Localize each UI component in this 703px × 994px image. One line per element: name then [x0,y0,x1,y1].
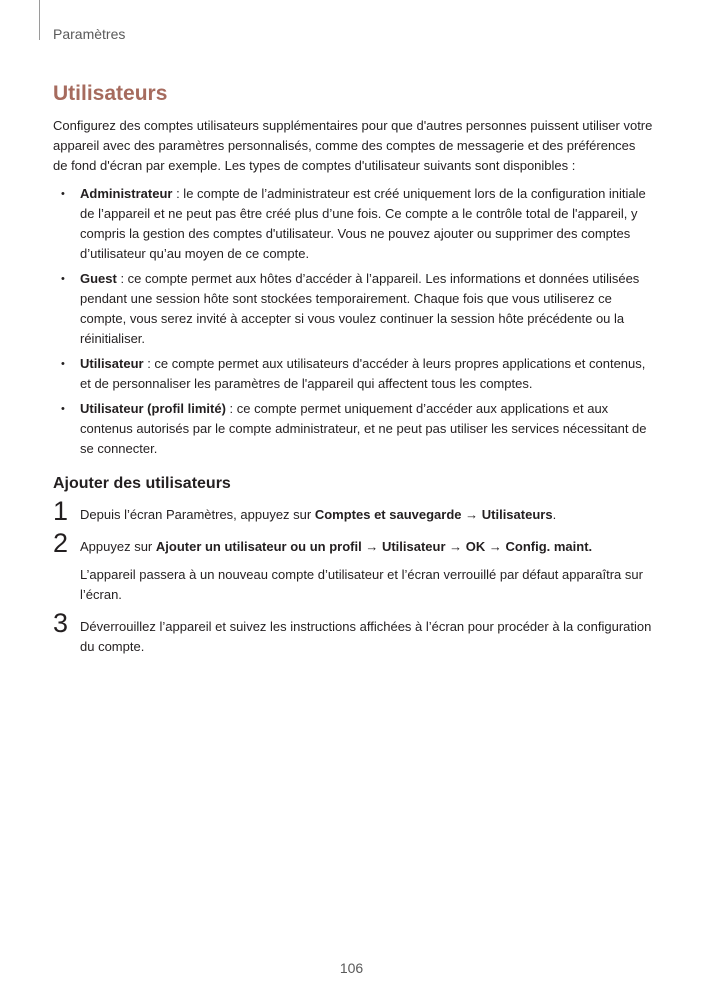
section-header: Paramètres [53,26,126,42]
bullet-term: Utilisateur (profil limité) [80,401,226,416]
page-title: Utilisateurs [53,82,168,105]
step-text: Appuyez sur Ajouter un utilisateur ou un profil → Utilisateur → OK → Config. maint. [80,539,593,554]
bullet-icon: • [61,358,65,370]
bullet-icon: • [61,188,65,200]
step-number: 2 [53,528,69,558]
list-item [53,354,653,394]
bullet-icon: • [61,403,65,415]
bullet-term: Utilisateur [80,356,144,371]
bullet-text: : le compte de l’administrateur est créé uniquement lors de la configuration initiale de l’appareil et ne peut pas être créé plus d’une fois. Ce compte a le contrôle total de l'appareil, y compris la gestion des comptes d'utilisateur. Vous ne pouvez ajouter ou supprimer des comptes d’utilisateur qu’au moyen de ce compte. [80,186,646,261]
section-subheading: Ajouter des utilisateurs [53,475,231,492]
bullet-text: : ce compte permet aux utilisateurs d'accéder à leurs propres applications et contenus, et de personnaliser les paramètres de l'appareil qui affectent tous les comptes. [80,356,646,391]
bullet-text: : ce compte permet aux hôtes d’accéder à l’appareil. Les informations et données utilisées pendant une session hôte sont stockées temporairement. Chaque fois que vous utiliserez ce compte, vous serez invité à accepter si vous voulez continuer la session hôte précédente ou la réinitialiser. [80,271,640,346]
intro-paragraph: Configurez des comptes utilisateurs supplémentaires pour que d'autres personnes puissent utiliser votre appareil avec des paramètres personnalisés, comme des comptes de messagerie et des préférences de fond d'écran par exemple. Les types de comptes d'utilisateur suivants sont disponibles : [53,118,653,173]
step-2 [53,528,653,605]
bullet-text: : ce compte permet uniquement d’accéder aux applications et aux contenus autorisés par le compte administrateur, et ne peut pas utiliser les services nécessitant de se connecter. [80,401,647,456]
header-rule [39,0,40,40]
list-item [53,399,653,459]
bullet-icon: • [61,273,65,285]
step-number: 3 [53,608,69,638]
step-number: 1 [53,496,69,526]
bullet-term: Administrateur [80,186,173,201]
page-number: 106 [339,960,364,976]
list-item [53,184,653,264]
account-types-list [53,184,653,459]
step-1 [53,496,653,526]
step-text: Déverrouillez l’appareil et suivez les instructions affichées à l’écran pour procéder à la configuration du compte. [80,619,652,654]
bullet-term: Guest [80,271,117,286]
step-3 [53,608,653,657]
list-item [53,269,653,349]
page-content [53,82,653,669]
step-note: L’appareil passera à un nouveau compte d’utilisateur et l’écran verrouillé par défaut apparaîtra sur l’écran. [80,567,643,602]
step-text: Depuis l’écran Paramètres, appuyez sur Comptes et sauvegarde → Utilisateurs. [80,507,557,522]
